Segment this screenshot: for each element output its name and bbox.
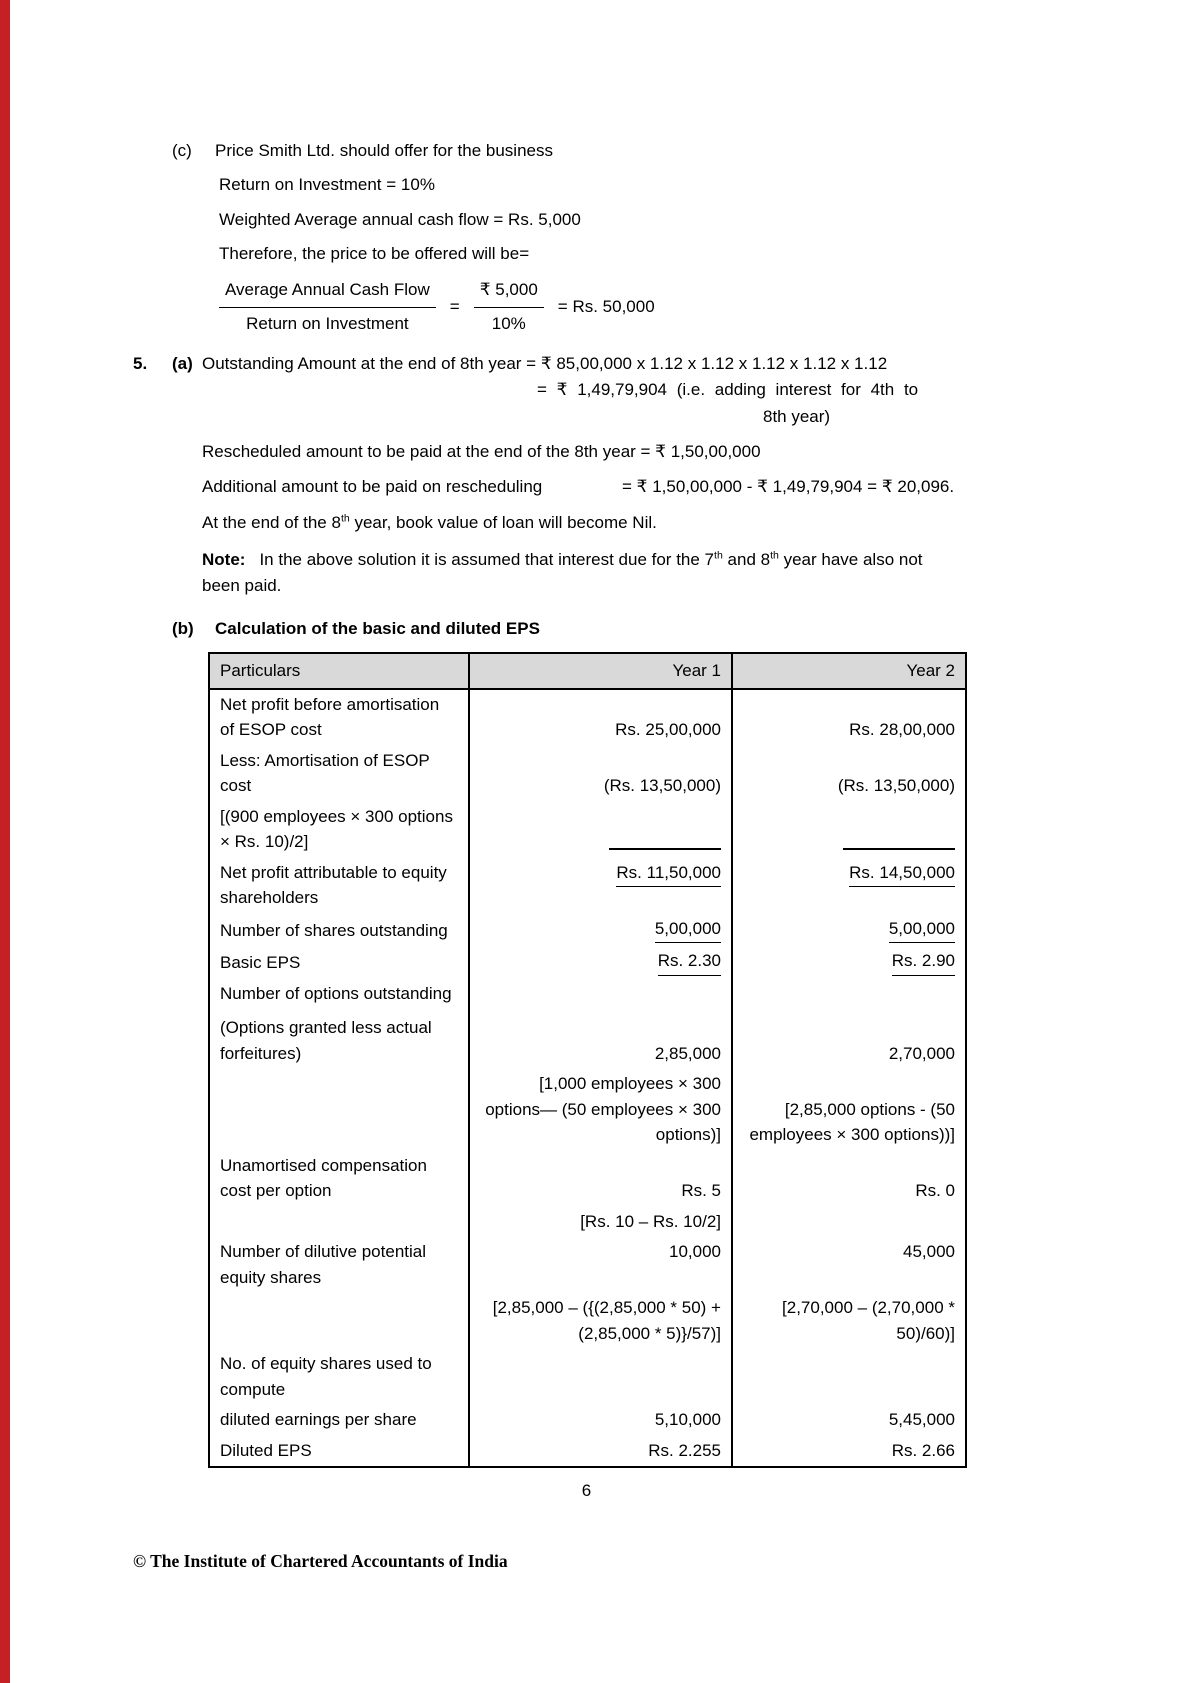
formula-fraction-labels: [219, 277, 436, 337]
year1-cell: 2,85,000: [469, 979, 732, 1070]
particulars-cell: Number of dilutive potential equity shares: [209, 1237, 469, 1293]
year1-cell: Rs. 25,00,000: [469, 689, 732, 746]
note-label: Note:: [202, 550, 246, 570]
year2-cell: 2,70,000: [732, 979, 966, 1070]
year1-cell: Rs. 2.255: [469, 1436, 732, 1468]
year1-cell: 10,000: [469, 1237, 732, 1293]
part-b-label: (b): [172, 618, 194, 638]
particulars-cell: Net profit before amortisation of ESOP cost: [209, 689, 469, 746]
year2-cell: (Rs. 13,50,000): [732, 746, 966, 802]
particulars-cell: [(900 employees × 300 options × Rs. 10)/2]: [209, 802, 469, 858]
table-row: [209, 802, 966, 858]
outstanding-amount-line: Outstanding Amount at the end of 8th year = ₹ 85,00,000 x 1.12 x 1.12 x 1.12 x 1.12 x 1.12: [202, 354, 888, 374]
particulars-text: Number of options outstanding: [220, 983, 452, 1003]
table-row: [209, 858, 966, 914]
book-value-line: [202, 510, 1063, 536]
particulars-cell: [209, 1293, 469, 1349]
particulars-cell: Diluted EPS: [209, 1436, 469, 1468]
table-row: [209, 1207, 966, 1238]
year2-cell: [732, 1207, 966, 1238]
part-a-label: (a): [172, 354, 193, 374]
note-line: [202, 547, 1063, 573]
year2-cell: Rs. 2.66: [732, 1436, 966, 1468]
year1-cell: Rs. 5: [469, 1151, 732, 1207]
table-row: [209, 1349, 966, 1405]
additional-label: Additional amount to be paid on rescheduling: [202, 477, 543, 497]
year1-cell: (Rs. 13,50,000): [469, 746, 732, 802]
footer-copyright: © The Institute of Chartered Accountants of India: [133, 1551, 508, 1571]
ordinal-suffix: th: [770, 549, 779, 562]
table-row: [209, 746, 966, 802]
rescheduled-line: Rescheduled amount to be paid at the end of the 8th year = ₹ 1,50,00,000: [202, 442, 761, 462]
year1-cell: [1,000 employees × 300 options— (50 employees × 300 options)]: [469, 1069, 732, 1151]
table-header-row: [209, 653, 966, 689]
additional-value: = ₹ 1,50,00,000 - ₹ 1,49,79,904 = ₹ 20,096.: [622, 477, 955, 497]
outstanding-result-cont: 8th year): [763, 406, 831, 426]
question-5b-heading: [133, 616, 1063, 642]
table-row: [209, 1436, 966, 1468]
therefore-line: Therefore, the price to be offered will be=: [219, 244, 530, 264]
year2-value: Rs. 14,50,000: [849, 860, 955, 888]
roi-line: Return on Investment = 10%: [219, 175, 435, 195]
year2-value: 5,00,000: [889, 916, 955, 944]
year1-value: 5,00,000: [655, 916, 721, 944]
section-c-label: (c): [172, 141, 192, 160]
price-formula: [219, 277, 1063, 337]
year1-cell: [469, 1349, 732, 1405]
outstanding-result-line: = ₹ 1,49,79,904 (i.e. adding interest for 4th to: [537, 380, 919, 400]
particulars-cell: diluted earnings per share: [209, 1405, 469, 1436]
particulars-cell: Number of shares outstanding: [209, 914, 469, 947]
header-year2: Year 2: [732, 653, 966, 689]
year1-value: Rs. 11,50,000: [616, 860, 721, 888]
book-value-text-2: year, book value of loan will become Nil.: [349, 512, 657, 532]
year1-cell: [469, 946, 732, 979]
year2-cell: [732, 858, 966, 914]
ordinal-suffix: th: [340, 512, 350, 525]
year2-cell: Rs. 0: [732, 1151, 966, 1207]
year1-cell: [469, 914, 732, 947]
table-row: [209, 946, 966, 979]
total-rule: [843, 848, 955, 850]
section-c: [133, 138, 1063, 337]
book-value-text: At the end of the 8: [202, 512, 341, 532]
particulars-cell: No. of equity shares used to compute: [209, 1349, 469, 1405]
particulars-cell: [209, 979, 469, 1070]
section-c-body: [215, 138, 1063, 337]
header-particulars: Particulars: [209, 653, 469, 689]
particulars-cell: Unamortised compensation cost per option: [209, 1151, 469, 1207]
year2-cell: [732, 914, 966, 947]
formula-value-denominator: 10%: [491, 313, 526, 333]
year2-cell: [2,70,000 – (2,70,000 * 50)/60)]: [732, 1293, 966, 1349]
year2-cell: 45,000: [732, 1237, 966, 1293]
formula-value-numerator: ₹ 5,000: [474, 277, 544, 307]
question-5a: [133, 351, 1063, 600]
note-text-1: In the above solution it is assumed that interest due for the 7: [259, 550, 715, 570]
table-row: [209, 1293, 966, 1349]
table-row: [209, 914, 966, 947]
table-row: [209, 1237, 966, 1293]
left-accent-bar: [0, 0, 10, 1683]
year1-cell: [469, 858, 732, 914]
section-c-intro: Price Smith Ltd. should offer for the business: [215, 141, 553, 160]
formula-equals: =: [449, 297, 460, 317]
cash-flow-line: Weighted Average annual cash flow = Rs. 5,000: [219, 209, 581, 229]
table-row: [209, 1069, 966, 1151]
formula-denominator: Return on Investment: [246, 313, 409, 333]
formula-result: = Rs. 50,000: [557, 297, 655, 317]
year1-value: Rs. 2.30: [658, 948, 721, 976]
header-year1: Year 1: [469, 653, 732, 689]
page-number: 6: [581, 1481, 592, 1501]
particulars-cell: Less: Amortisation of ESOP cost: [209, 746, 469, 802]
particulars-cell: Basic EPS: [209, 946, 469, 979]
year1-cell: 5,10,000: [469, 1405, 732, 1436]
table-row: [209, 979, 966, 1070]
year1-cell: [469, 802, 732, 858]
table-row: [209, 1151, 966, 1207]
year2-cell: [732, 802, 966, 858]
year2-cell: [2,85,000 options - (50 employees × 300 options))]: [732, 1069, 966, 1151]
table-row: [209, 1405, 966, 1436]
particulars-cell: Net profit attributable to equity shareholders: [209, 858, 469, 914]
formula-numerator: Average Annual Cash Flow: [219, 277, 436, 307]
year2-value: Rs. 2.90: [892, 948, 955, 976]
formula-fraction-values: [474, 277, 544, 337]
note-line-2: been paid.: [202, 576, 282, 596]
total-rule: [609, 848, 721, 850]
particulars-cell: [209, 1069, 469, 1151]
year2-cell: Rs. 28,00,000: [732, 689, 966, 746]
table-row: [209, 689, 966, 746]
page-content: [133, 138, 1063, 1505]
year1-cell: [Rs. 10 – Rs. 10/2]: [469, 1207, 732, 1238]
note-text-2: and 8: [722, 550, 771, 570]
particulars-text-2: (Options granted less actual forfeitures): [220, 1018, 432, 1063]
eps-table: [208, 652, 967, 1468]
note-text-3: year have also not: [778, 550, 923, 570]
additional-line: [202, 474, 1063, 500]
particulars-cell: [209, 1207, 469, 1238]
ordinal-suffix: th: [714, 549, 723, 562]
part-b-title: Calculation of the basic and diluted EPS: [215, 618, 540, 638]
year1-cell: [2,85,000 – ({(2,85,000 * 50) + (2,85,000 * 5)}/57)]: [469, 1293, 732, 1349]
year2-cell: [732, 1349, 966, 1405]
part-a-body: [202, 351, 1063, 600]
year2-cell: [732, 946, 966, 979]
year2-cell: 5,45,000: [732, 1405, 966, 1436]
question-5-number: 5.: [133, 354, 148, 374]
